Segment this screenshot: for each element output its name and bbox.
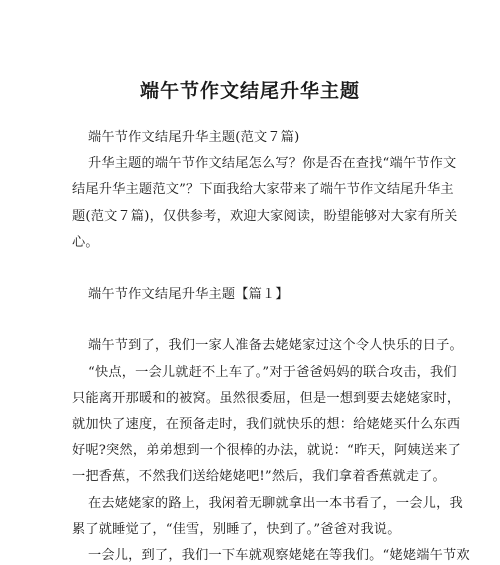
intro-line: 心。 (72, 235, 99, 250)
intro-line: 结尾升华主题范文”？下面我给大家带来了端午节作文结尾升华主 (72, 182, 454, 197)
body-line: 一把香蕉，不然我们送给姥姥吧!”然后，我们拿着香蕉就走了。 (72, 469, 446, 484)
section-heading: 端午节作文结尾升华主题【篇１】 (88, 287, 289, 302)
body-line: 就加快了速度，在预备走时，我们就快乐的想：给姥姥买什么东西 (72, 417, 461, 432)
intro-line: 题(范文７篇)，仅供参考，欢迎大家阅读，盼望能够对大家有所关 (72, 209, 458, 224)
body-line: 端午节到了，我们一家人准备去姥姥家过这个令人快乐的日子。 (88, 338, 463, 353)
document-title: 端午节作文结尾升华主题 (139, 80, 360, 102)
intro-line: 升华主题的端午节作文结尾怎么写？你是否在查找“端午节作文 (88, 156, 457, 171)
body-line: 只能离开那暖和的被窝。虽然很委屈，但是一想到要去姥姥家时， (72, 391, 461, 406)
body-line: 好呢?突然，弟弟想到一个很棒的办法，就说：“昨天，阿姨送来了 (72, 443, 462, 458)
body-line: 在去姥姥家的路上，我闲着无聊就拿出一本书看了，一会儿，我 (88, 496, 463, 511)
body-line: 累了就睡觉了，“佳雪，别睡了，快到了。”爸爸对我说。 (72, 522, 401, 537)
document-subtitle: 端午节作文结尾升华主题(范文７篇) (88, 130, 300, 145)
body-line: 一会儿，到了，我们一下车就观察姥姥在等我们。“姥姥端午节欢 (88, 548, 470, 563)
body-line: “快点，一会儿就赶不上车了。”对于爸爸妈妈的联合攻击，我们 (88, 365, 457, 380)
